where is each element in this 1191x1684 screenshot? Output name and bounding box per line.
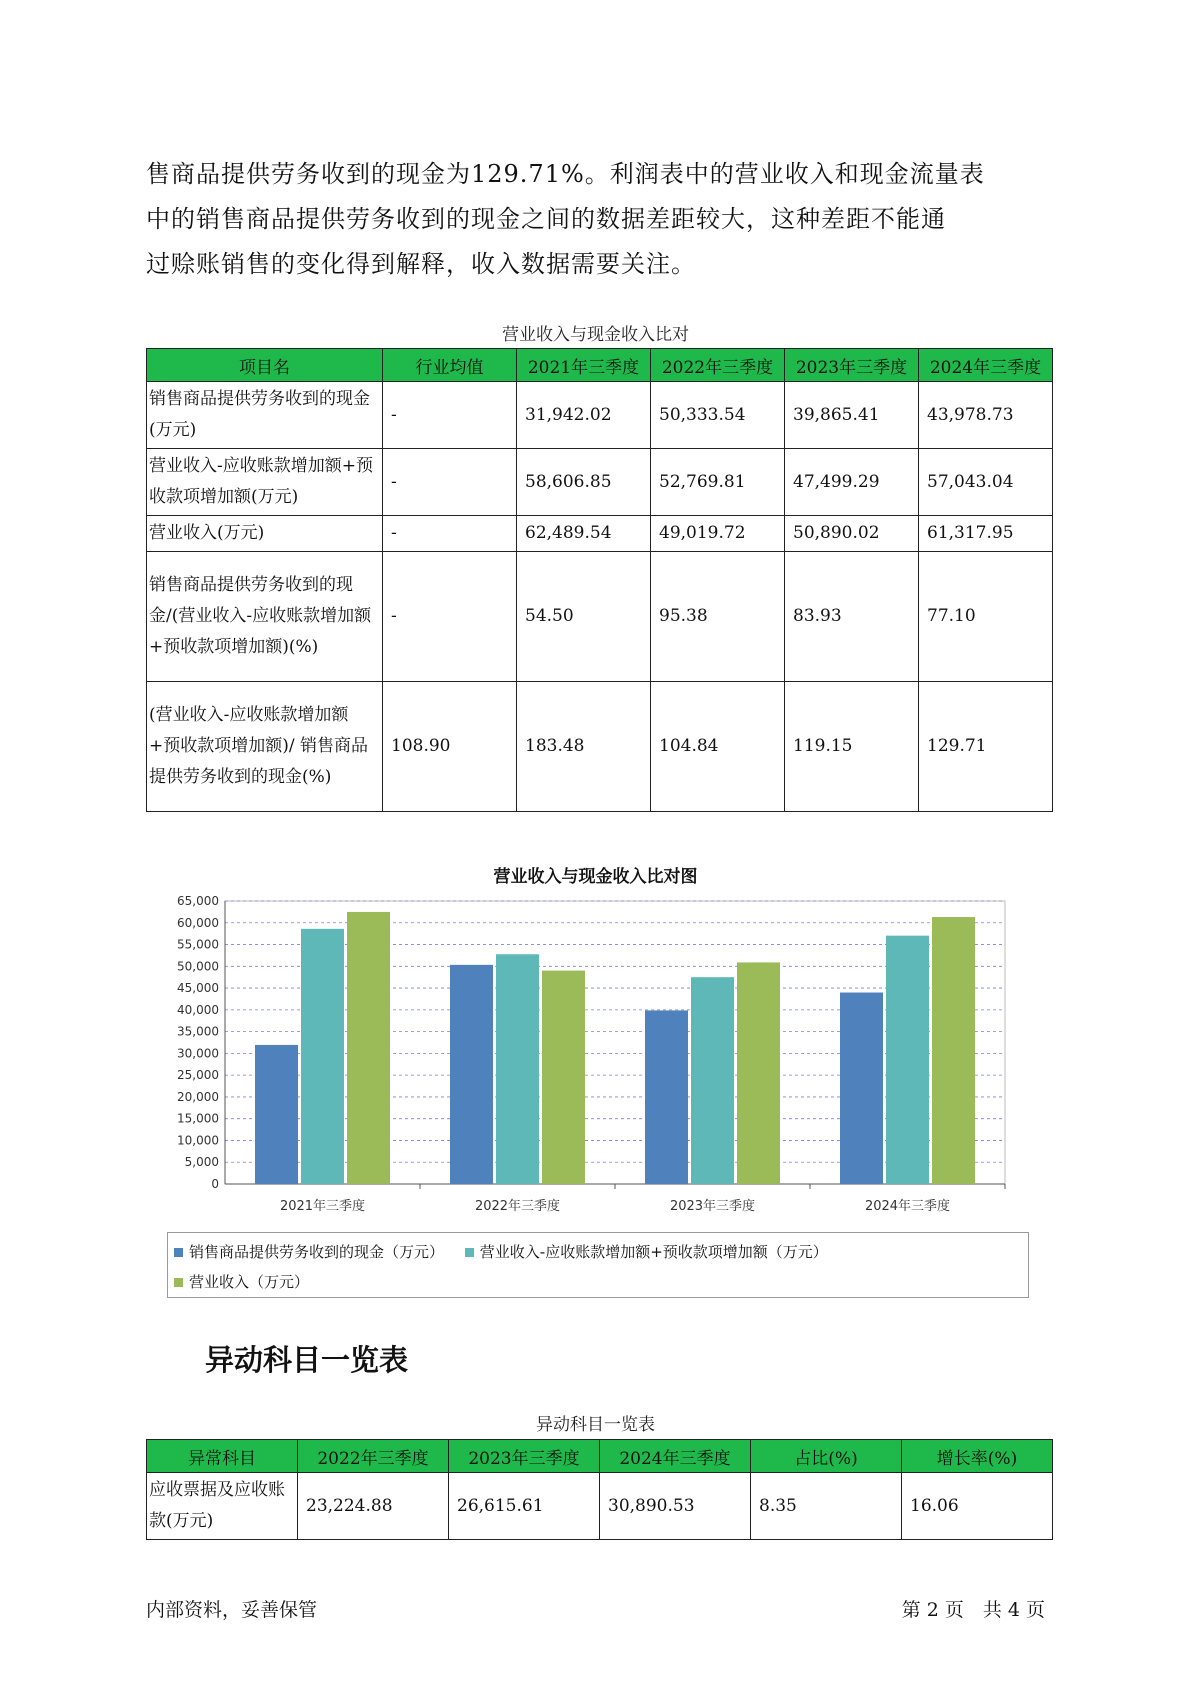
legend-label: 销售商品提供劳务收到的现金（万元） <box>189 1243 445 1261</box>
x-tick-label: 2021年三季度 <box>279 1199 366 1214</box>
row-label: 销售商品提供劳务收到的现金(万元) <box>147 382 383 449</box>
table-cell: - <box>383 449 517 516</box>
bar-chart <box>150 893 1020 1223</box>
table2-caption: 异动科目一览表 <box>536 1415 655 1435</box>
col-header: 2024年三季度 <box>919 349 1053 382</box>
table-cell: 58,606.85 <box>517 449 651 516</box>
y-tick-label: 50,000 <box>177 959 219 974</box>
row-label: (营业收入-应收账款增加额+预收款项增加额)/ 销售商品提供劳务收到的现金(%) <box>147 682 383 812</box>
footer-note: 内部资料，妥善保管 <box>146 1599 318 1621</box>
col-header: 项目名 <box>147 349 383 382</box>
table-cell: 50,890.02 <box>785 516 919 552</box>
col-header: 2023年三季度 <box>785 349 919 382</box>
y-tick-label: 65,000 <box>177 894 219 908</box>
legend-swatch <box>174 1278 183 1287</box>
bar <box>542 971 585 1184</box>
table-row <box>147 516 1053 552</box>
table-header-row <box>147 349 1053 382</box>
table-cell: 54.50 <box>517 552 651 682</box>
y-tick-label: 40,000 <box>177 1002 219 1017</box>
bar <box>496 954 539 1184</box>
table-cell: 23,224.88 <box>298 1473 449 1540</box>
x-tick-label: 2023年三季度 <box>669 1199 756 1214</box>
bar <box>450 965 493 1184</box>
legend-label: 营业收入（万元） <box>189 1273 310 1291</box>
table-cell: 77.10 <box>919 552 1053 682</box>
page-number: 第 2 页 共 4 页 <box>901 1599 1045 1621</box>
bar <box>840 993 883 1184</box>
col-header: 增长率(%) <box>902 1440 1053 1473</box>
intro-line: 售商品提供劳务收到的现金为129.71%。利润表中的营业收入和现金流量表 <box>146 160 985 188</box>
y-tick-label: 10,000 <box>177 1133 219 1148</box>
table-cell: 8.35 <box>751 1473 902 1540</box>
table-cell: 47,499.29 <box>785 449 919 516</box>
table-cell: 26,615.61 <box>449 1473 600 1540</box>
col-header: 2024年三季度 <box>600 1440 751 1473</box>
row-label: 销售商品提供劳务收到的现金/(营业收入-应收账款增加额+预收款项增加额)(%) <box>147 552 383 682</box>
table-cell: 50,333.54 <box>651 382 785 449</box>
table-cell: 39,865.41 <box>785 382 919 449</box>
table-cell: 16.06 <box>902 1473 1053 1540</box>
table-row <box>147 552 1053 682</box>
bar <box>737 962 780 1184</box>
bar <box>645 1010 688 1184</box>
y-tick-label: 5,000 <box>184 1155 219 1170</box>
x-tick-label: 2024年三季度 <box>864 1199 951 1214</box>
intro-line: 中的销售商品提供劳务收到的现金之间的数据差距较大，这种差距不能通 <box>146 205 946 233</box>
table1-caption: 营业收入与现金收入比对 <box>502 325 689 345</box>
y-tick-label: 15,000 <box>177 1111 219 1126</box>
y-tick-label: 20,000 <box>177 1089 219 1104</box>
legend-item <box>174 1243 444 1261</box>
row-label: 营业收入-应收账款增加额+预收款项增加额(万元) <box>147 449 383 516</box>
income-cash-table <box>146 348 1053 812</box>
col-header: 占比(%) <box>751 1440 902 1473</box>
col-header: 2022年三季度 <box>651 349 785 382</box>
table-row <box>147 449 1053 516</box>
y-tick-label: 55,000 <box>177 937 219 952</box>
col-header: 2022年三季度 <box>298 1440 449 1473</box>
y-tick-label: 30,000 <box>177 1046 219 1061</box>
bar <box>255 1045 298 1184</box>
table-cell: 31,942.02 <box>517 382 651 449</box>
table-cell: 61,317.95 <box>919 516 1053 552</box>
y-tick-label: 0 <box>211 1177 219 1191</box>
table-cell: 95.38 <box>651 552 785 682</box>
section-heading: 异动科目一览表 <box>205 1343 409 1377</box>
chart-legend <box>167 1232 1029 1298</box>
table-cell: 49,019.72 <box>651 516 785 552</box>
y-tick-label: 35,000 <box>177 1024 219 1039</box>
col-header: 行业均值 <box>383 349 517 382</box>
legend-label: 营业收入-应收账款增加额+预收款项增加额（万元） <box>479 1243 828 1261</box>
table-cell: 104.84 <box>651 682 785 812</box>
table-row <box>147 1473 1053 1540</box>
table-cell: 129.71 <box>919 682 1053 812</box>
legend-swatch <box>174 1248 183 1257</box>
table-cell: 108.90 <box>383 682 517 812</box>
table-cell: 83.93 <box>785 552 919 682</box>
intro-line: 过赊账销售的变化得到解释，收入数据需要关注。 <box>146 250 696 278</box>
table-row <box>147 382 1053 449</box>
y-tick-label: 60,000 <box>177 915 219 930</box>
legend-swatch <box>465 1248 474 1257</box>
y-tick-label: 25,000 <box>177 1068 219 1083</box>
x-tick-label: 2022年三季度 <box>474 1199 561 1214</box>
col-header: 2021年三季度 <box>517 349 651 382</box>
table-cell: 119.15 <box>785 682 919 812</box>
table-cell: 57,043.04 <box>919 449 1053 516</box>
table-cell: - <box>383 382 517 449</box>
table-cell: 62,489.54 <box>517 516 651 552</box>
table-header-row <box>147 1440 1053 1473</box>
bar <box>347 912 390 1184</box>
legend-item <box>174 1273 309 1291</box>
bar <box>886 936 929 1184</box>
bar <box>932 917 975 1184</box>
table-cell: 43,978.73 <box>919 382 1053 449</box>
table-cell: 52,769.81 <box>651 449 785 516</box>
abnormal-items-table <box>146 1439 1053 1540</box>
table-cell: - <box>383 552 517 682</box>
col-header: 异常科目 <box>147 1440 298 1473</box>
row-label: 营业收入(万元) <box>147 516 383 552</box>
intro-paragraph <box>146 152 1046 287</box>
legend-item <box>465 1243 828 1261</box>
y-tick-label: 45,000 <box>177 981 219 996</box>
bar <box>691 977 734 1184</box>
table-cell: - <box>383 516 517 552</box>
table-cell: 30,890.53 <box>600 1473 751 1540</box>
table-row <box>147 682 1053 812</box>
col-header: 2023年三季度 <box>449 1440 600 1473</box>
bar <box>301 929 344 1184</box>
row-label: 应收票据及应收账款(万元) <box>147 1473 298 1540</box>
chart-title: 营业收入与现金收入比对图 <box>493 867 698 887</box>
table-cell: 183.48 <box>517 682 651 812</box>
